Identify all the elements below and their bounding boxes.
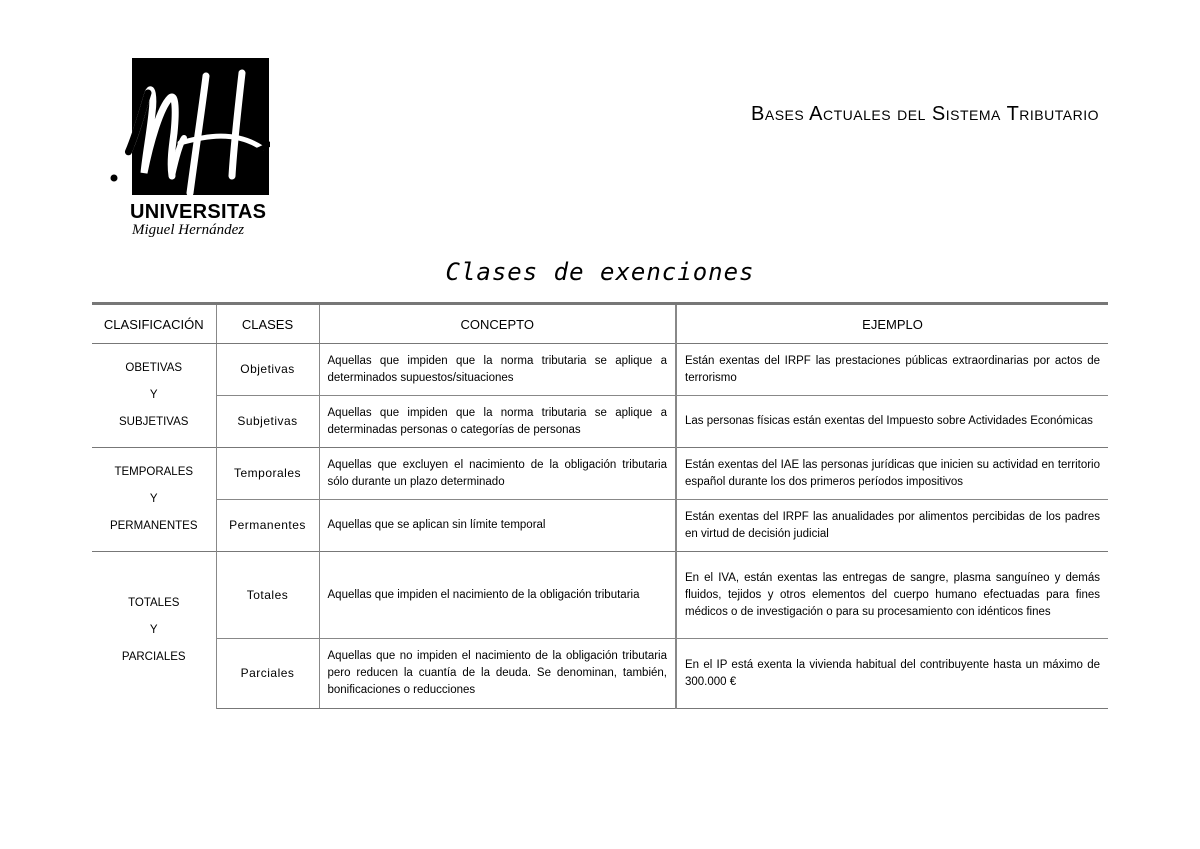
table-header-row [92, 304, 1108, 344]
concepto-cell: Aquellas que impiden que la norma tributaria se aplique a determinadas personas o categorías de personas [319, 396, 676, 448]
ejemplo-cell: En el IP está exenta la vivienda habitual del contribuyente hasta un máximo de 300.000 € [676, 639, 1108, 709]
ejemplo-cell: Las personas físicas están exentas del Impuesto sobre Actividades Económicas [676, 396, 1108, 448]
ejemplo-cell: Están exentas del IRPF las anualidades por alimentos percibidas de los padres en virtud de decisión judicial [676, 500, 1108, 552]
table-row [92, 396, 1108, 448]
classification-cell: TEMPORALES Y PERMANENTES [92, 448, 216, 552]
mh-monogram-icon [110, 58, 270, 198]
university-logo [110, 58, 270, 243]
concepto-cell: Aquellas que excluyen el nacimiento de la obligación tributaria sólo durante un plazo determinado [319, 448, 676, 500]
clase-cell: Totales [216, 552, 319, 639]
clase-cell: Temporales [216, 448, 319, 500]
header-ejemplo: EJEMPLO [676, 304, 1108, 344]
classification-cell: OBETIVAS Y SUBJETIVAS [92, 344, 216, 448]
table-row [92, 552, 1108, 639]
logo-subtitle: Miguel Hernández [132, 222, 245, 238]
page-title: Clases de exenciones [445, 258, 755, 286]
clase-cell: Parciales [216, 639, 319, 709]
concepto-cell: Aquellas que impiden que la norma tributaria se aplique a determinados supuestos/situaciones [319, 344, 676, 396]
exemptions-table [92, 302, 1108, 709]
ejemplo-cell: En el IVA, están exentas las entregas de sangre, plasma sanguíneo y demás fluidos, tejidos y otros elementos del cuerpo humano efectuadas para fines médicos o de investigación o para su procesamiento con idénticos fines [676, 552, 1108, 639]
table-row [92, 639, 1108, 709]
clase-cell: Permanentes [216, 500, 319, 552]
header-clases: CLASES [216, 304, 319, 344]
clase-cell: Objetivas [216, 344, 319, 396]
ejemplo-cell: Están exentas del IAE las personas jurídicas que inicien su actividad en territorio español durante los dos primeros períodos impositivos [676, 448, 1108, 500]
concepto-cell: Aquellas que no impiden el nacimiento de la obligación tributaria pero reducen la cuantía de la deuda. Se denominan, también, bonificaciones o reducciones [319, 639, 676, 709]
classification-cell: TOTALES Y PARCIALES [92, 552, 216, 709]
ejemplo-cell: Están exentas del IRPF las prestaciones públicas extraordinarias por actos de terrorismo [685, 354, 1100, 384]
concepto-cell: Aquellas que se aplican sin límite temporal [319, 500, 676, 552]
logo-wordmark: UNIVERSITAS [130, 201, 267, 223]
clase-cell: Subjetivas [216, 396, 319, 448]
concepto-cell: Aquellas que impiden el nacimiento de la obligación tributaria [319, 552, 676, 639]
table-row [92, 500, 1108, 552]
table-row [92, 448, 1108, 500]
table-row [92, 344, 1108, 396]
document-title: Bases Actuales del Sistema Tributario [751, 103, 1099, 125]
header-concepto: CONCEPTO [319, 304, 676, 344]
header-clasificacion: CLASIFICACIÓN [92, 304, 216, 344]
